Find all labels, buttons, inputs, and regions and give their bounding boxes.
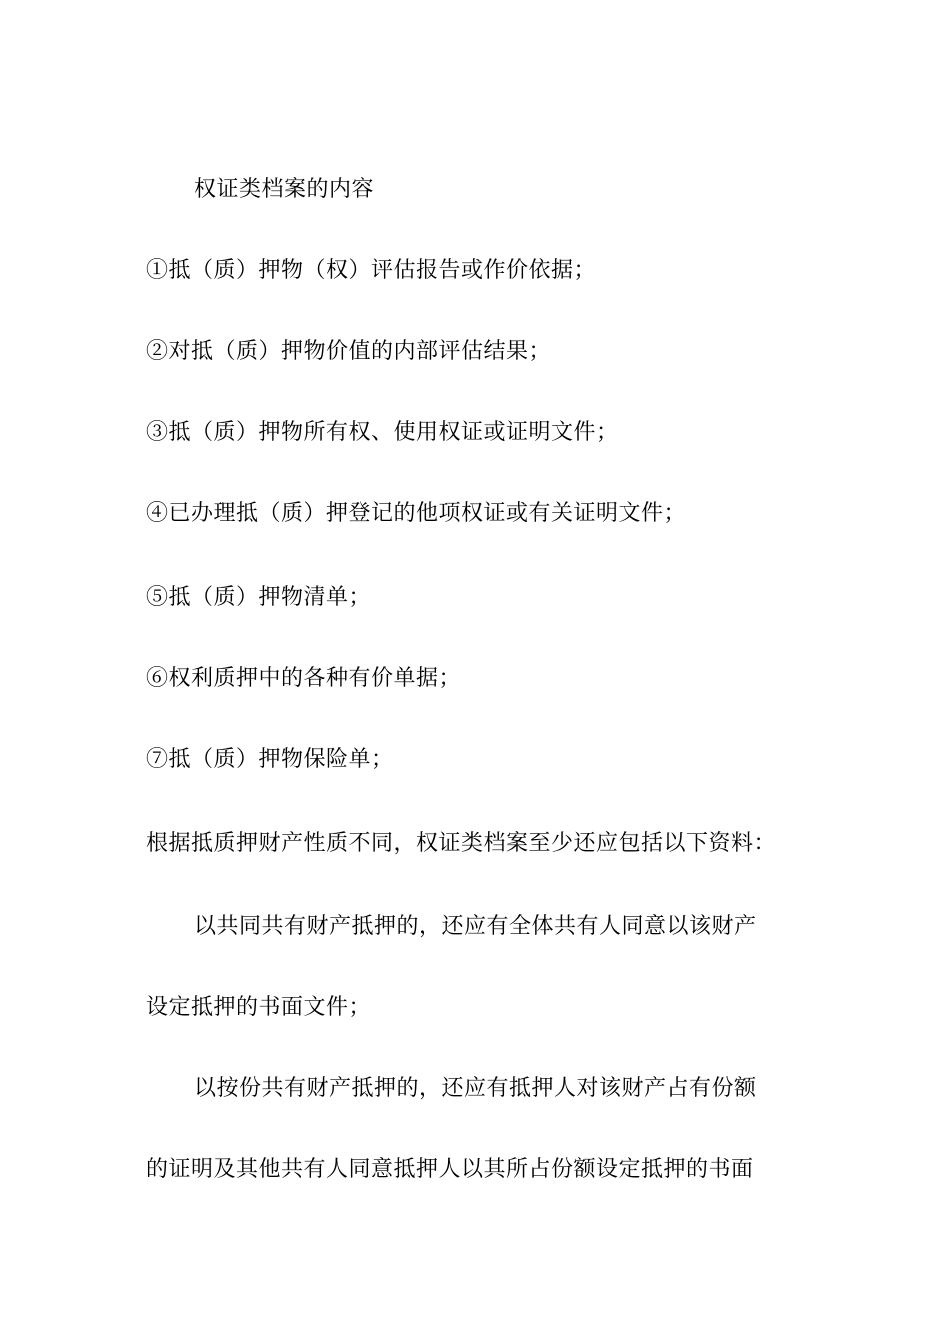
list-item-1: ①抵（质）押物（权）评估报告或作价依据； [146, 258, 597, 283]
list-item-3: ③抵（质）押物所有权、使用权证或证明文件； [146, 420, 619, 445]
section-heading: 权证类档案的内容 [194, 177, 375, 202]
list-item-6: ⑥权利质押中的各种有价单据； [146, 666, 462, 691]
paragraph-2-line-2: 的证明及其他共有人同意抵押人以其所占份额设定抵押的书面 [146, 1157, 754, 1182]
paragraph-1-line-2: 设定抵押的书面文件； [146, 995, 372, 1020]
list-item-7: ⑦抵（质）押物保险单； [146, 747, 394, 772]
list-item-5: ⑤抵（质）押物清单； [146, 585, 372, 610]
list-item-2: ②对抵（质）押物价值的内部评估结果； [146, 339, 552, 364]
intro-paragraph: 根据抵质押财产性质不同，权证类档案至少还应包括以下资料： [146, 831, 777, 856]
list-item-4: ④已办理抵（质）押登记的他项权证或有关证明文件； [146, 501, 687, 526]
paragraph-1-line-1: 以共同共有财产抵押的，还应有全体共有人同意以该财产 [194, 914, 757, 939]
paragraph-2-line-1: 以按份共有财产抵押的，还应有抵押人对该财产占有份额 [194, 1076, 757, 1101]
